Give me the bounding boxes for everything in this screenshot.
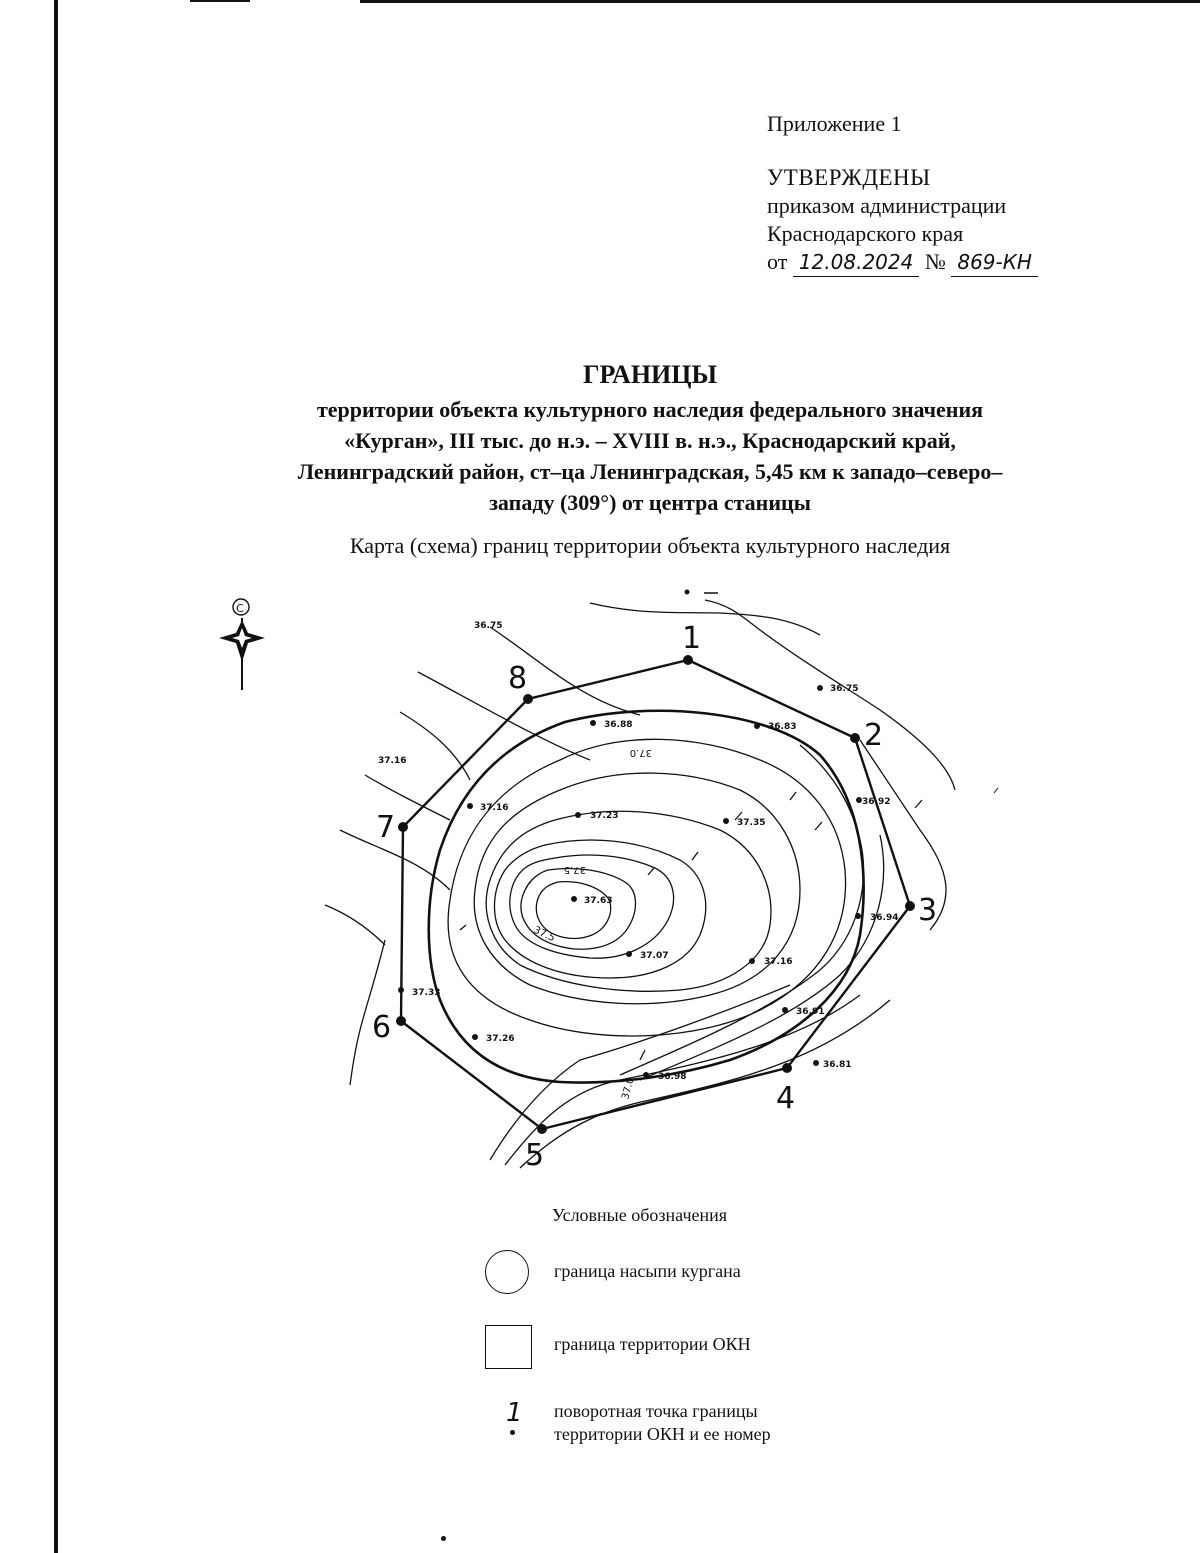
point-dot-symbol <box>510 1430 515 1435</box>
appendix-label: Приложение 1 <box>767 111 902 136</box>
legend-point-label-1: поворотная точка границы <box>554 1401 758 1421</box>
elevation-label: 36.81 <box>823 1060 852 1070</box>
elevation-label: 36.98 <box>658 1072 687 1082</box>
stray-dot <box>441 1536 446 1541</box>
stray-mark <box>994 788 998 793</box>
turning-point-label-1: 1 <box>682 621 702 656</box>
elevation-dot <box>817 685 823 691</box>
contour-tick <box>640 1050 645 1060</box>
elevation-dot <box>472 1034 478 1040</box>
elevation-dot <box>626 951 632 957</box>
contour-value-labels <box>532 747 652 1101</box>
elevation-label: 36.94 <box>870 913 899 923</box>
elevation-dot <box>643 1072 649 1078</box>
legend-mound-label: граница насыпи кургана <box>554 1261 741 1281</box>
elevation-label: 36.92 <box>862 797 891 807</box>
subtitle-line-1: территории объекта культурного наследия федерального значения <box>316 397 984 422</box>
map-caption: Карта (схема) границ территории объекта культурного наследия <box>349 533 951 558</box>
turning-point-label-5: 5 <box>525 1138 545 1173</box>
compass-rose-inner <box>232 628 252 648</box>
elevation-label: 37.35 <box>737 818 766 828</box>
elevation-label: 37.07 <box>640 951 669 961</box>
turning-point-dot-2 <box>850 733 860 743</box>
contour-line <box>490 985 790 1160</box>
elevation-dot <box>749 958 755 964</box>
elevation-label: 37.63 <box>584 896 613 906</box>
elevation-dot <box>590 720 596 726</box>
elevation-dot <box>398 987 404 993</box>
contour-line <box>520 1000 890 1168</box>
turning-point-dot-3 <box>905 901 915 911</box>
turning-point-dot-7 <box>398 822 408 832</box>
north-letter: С <box>236 602 244 615</box>
elevation-label: 36.83 <box>768 722 797 732</box>
elevation-dot <box>575 812 581 818</box>
handwritten-date: 12.08.2024 <box>793 248 920 277</box>
contour-line <box>620 745 864 1075</box>
legend-point-label-2: территории ОКН и ее номер <box>554 1424 771 1444</box>
mound-boundary-line <box>429 711 864 1083</box>
contour-lines <box>325 600 955 1168</box>
legend-territory-label: граница территории ОКН <box>554 1334 751 1354</box>
elevation-points <box>398 685 862 1078</box>
subtitle-line-4: западу (309°) от центра станицы <box>489 490 811 515</box>
elevation-label: 37.23 <box>590 811 619 821</box>
elevation-label: 36.88 <box>604 720 633 730</box>
elevation-label: 36.75 <box>474 621 503 631</box>
stray-mark <box>685 590 689 594</box>
elevation-dot <box>813 1060 819 1066</box>
contour-line <box>494 840 705 978</box>
north-arrow-icon <box>219 599 265 690</box>
okn-territory-boundary <box>401 660 910 1129</box>
turning-point-label-3: 3 <box>918 893 938 928</box>
turning-point-label-2: 2 <box>864 718 884 753</box>
contour-tick <box>815 822 822 830</box>
point-number-symbol: 1 <box>506 1398 523 1428</box>
number-sign: № <box>924 249 946 274</box>
contour-line <box>325 905 385 945</box>
contour-line <box>705 600 955 790</box>
turning-point-labels <box>372 621 937 1173</box>
document-title: ГРАНИЦЫ <box>582 360 718 389</box>
turning-point-label-4: 4 <box>776 1081 796 1116</box>
territory-square-symbol <box>485 1325 532 1369</box>
elevation-dot <box>782 1007 788 1013</box>
elevation-dot <box>723 818 729 824</box>
subtitle-line-2: «Курган», III тыс. до н.э. – XVIII в. н.э., Краснодарский край, <box>344 428 956 453</box>
turning-point-label-8: 8 <box>508 661 528 696</box>
contour-line <box>590 603 820 635</box>
contour-line <box>418 672 590 760</box>
approval-line-1: приказом администрации <box>767 193 1007 218</box>
turning-point-dot-1 <box>683 655 693 665</box>
from-label: от <box>767 249 788 274</box>
elevation-dot <box>467 803 473 809</box>
elevation-label: 36.75 <box>830 684 859 694</box>
turning-point-dot-4 <box>782 1063 792 1073</box>
contour-tick <box>790 792 796 800</box>
elevation-label: 36.91 <box>796 1007 825 1017</box>
subtitle-line-3: Ленинградский район, ст–ца Ленинградская, 5,45 км к западо–северо– <box>297 459 1003 484</box>
contour-tick <box>915 800 922 808</box>
turning-point-dot-6 <box>396 1016 406 1026</box>
elevation-dot <box>571 896 577 902</box>
handwritten-number: 869-КН <box>951 248 1038 277</box>
contour-tick <box>648 868 654 875</box>
mound-circle-symbol <box>485 1250 529 1294</box>
approval-line-2: Краснодарского края <box>767 221 964 246</box>
turning-point-dot-5 <box>537 1124 547 1134</box>
elevation-label: 37.33 <box>412 988 441 998</box>
elevation-dot <box>754 723 760 729</box>
contour-value-label: 37.5 <box>531 924 557 945</box>
turning-point-label-7: 7 <box>376 810 396 845</box>
contour-value-label: 37.0 <box>620 1076 637 1101</box>
approved-heading: УТВЕРЖДЕНЫ <box>767 165 931 190</box>
elevation-label: 37.16 <box>378 756 407 766</box>
elevation-label: 37.16 <box>480 803 509 813</box>
elevation-label: 37.26 <box>486 1034 515 1044</box>
contour-value-label: 37.5 <box>563 864 586 875</box>
contour-value-label: 37.0 <box>629 747 652 758</box>
contour-line <box>486 811 771 991</box>
legend-title: Условные обозначения <box>552 1205 728 1225</box>
contour-tick <box>460 925 466 930</box>
elevation-label: 37.16 <box>764 957 793 967</box>
turning-point-label-6: 6 <box>372 1010 392 1045</box>
contour-tick <box>692 852 698 860</box>
contour-line <box>474 773 800 1004</box>
elevation-dot <box>855 913 861 919</box>
